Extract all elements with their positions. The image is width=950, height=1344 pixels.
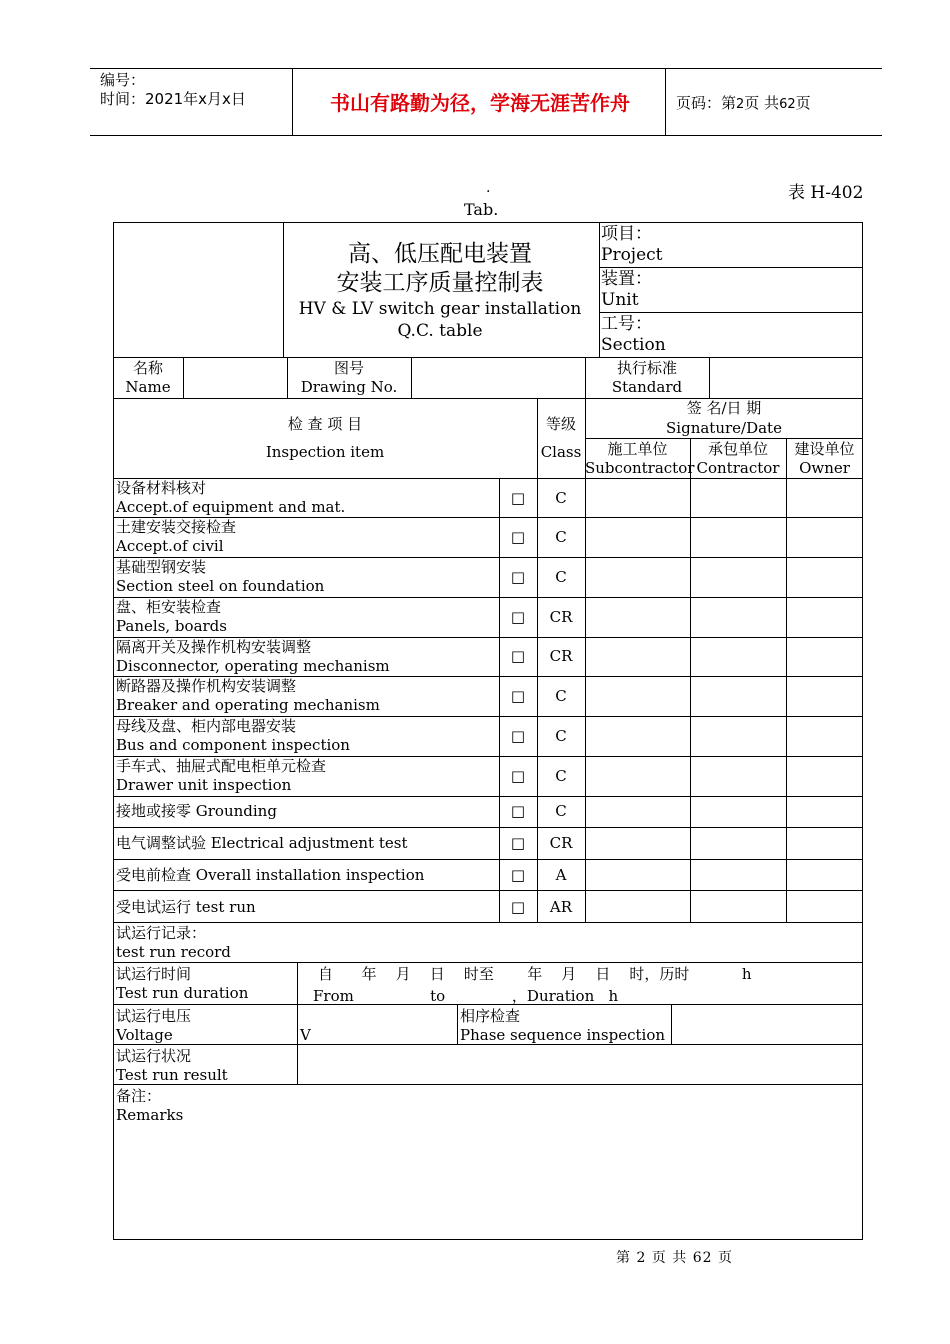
page-number: 页码：第2页 共62页	[676, 94, 811, 112]
class-value: C	[555, 727, 567, 745]
unit-label-cn: 装置：	[601, 269, 652, 289]
checkbox[interactable]: □	[510, 866, 526, 884]
signature-header-en: Signature/Date	[666, 419, 782, 437]
checkbox[interactable]: □	[510, 608, 526, 626]
item-name-en: Panels, boards	[116, 617, 227, 635]
tab-label: Tab.	[464, 200, 499, 219]
title-en-line1: HV & LV switch gear installation	[298, 299, 582, 319]
inspection-item-header-en: Inspection item	[265, 443, 385, 461]
class-header-en: Class	[540, 443, 582, 461]
section-label-en: Section	[601, 335, 666, 355]
checkbox[interactable]: □	[510, 802, 526, 820]
item-name-en: Accept.of civil	[116, 537, 224, 555]
item-name-cn: 设备材料核对	[116, 479, 207, 497]
test-duration-line2: From to ，Duration h	[313, 987, 619, 1005]
contractor-header-en: Contractor	[696, 459, 780, 477]
dot-mark: .	[486, 180, 491, 196]
item-name-cn: 母线及盘、柜内部电器安装	[116, 717, 297, 735]
item-name: 受电前检查 Overall installation inspection	[116, 866, 425, 884]
voltage-label-en: Voltage	[116, 1026, 173, 1044]
class-value: C	[555, 767, 567, 785]
item-name-cn: 盘、柜安装检查	[116, 598, 222, 616]
time-label: 时间：2021年x月x日	[100, 90, 246, 108]
class-value: C	[555, 802, 567, 820]
header-top-rule	[90, 68, 882, 69]
voltage-label-cn: 试运行电压	[116, 1007, 192, 1025]
class-value: CR	[549, 834, 573, 852]
title-cn-line2: 安装工序质量控制表	[336, 270, 544, 296]
test-record-label-en: test run record	[116, 943, 231, 961]
class-value: CR	[549, 608, 573, 626]
item-name-cn: 土建安装交接检查	[116, 518, 237, 536]
header-bottom-rule	[90, 135, 882, 136]
test-duration-line1: 自 年 月 日 时至 年 月 日 时，历时 h	[318, 965, 752, 983]
standard-label-cn: 执行标准	[616, 359, 677, 377]
item-name: 电气调整试验 Electrical adjustment test	[116, 834, 408, 852]
class-value: C	[555, 568, 567, 586]
item-name-cn: 手车式、抽屉式配电柜单元检查	[116, 757, 327, 775]
class-value: C	[555, 528, 567, 546]
qc-form	[113, 222, 864, 1241]
drawing-label-cn: 图号	[333, 359, 364, 377]
test-duration-label-cn: 试运行时间	[116, 965, 192, 983]
project-label-en: Project	[601, 245, 663, 265]
class-value: AR	[549, 898, 573, 916]
contractor-header-cn: 承包单位	[707, 440, 768, 458]
page-footer: 第 2 页 共 62 页	[616, 1250, 733, 1266]
checkbox[interactable]: □	[510, 687, 526, 705]
checkbox[interactable]: □	[510, 528, 526, 546]
checkbox[interactable]: □	[510, 568, 526, 586]
checkbox[interactable]: □	[510, 767, 526, 785]
checkbox[interactable]: □	[510, 489, 526, 507]
title-cn-line1: 高、低压配电装置	[348, 241, 532, 267]
name-label-en: Name	[125, 378, 171, 396]
remarks-label-cn: 备注：	[116, 1087, 162, 1105]
title-en-line2: Q.C. table	[397, 321, 483, 341]
phase-label-en: Phase sequence inspection	[460, 1026, 666, 1044]
signature-header-cn: 签 名/日 期	[686, 399, 762, 417]
owner-header-cn: 建设单位	[794, 440, 855, 458]
checkbox[interactable]: □	[510, 898, 526, 916]
test-record-label-cn: 试运行记录：	[116, 924, 207, 942]
item-name-cn: 隔离开关及操作机构安装调整	[116, 638, 312, 656]
class-value: CR	[549, 647, 573, 665]
test-duration-label-en: Test run duration	[116, 984, 249, 1002]
remarks-label-en: Remarks	[116, 1106, 184, 1124]
item-name-en: Accept.of equipment and mat.	[116, 498, 346, 516]
item-name-cn: 断路器及操作机构安装调整	[116, 677, 297, 695]
item-name-en: Section steel on foundation	[116, 577, 325, 595]
subcontractor-header-cn: 施工单位	[607, 440, 668, 458]
result-label-en: Test run result	[116, 1066, 228, 1084]
item-name-cn: 基础型钢安装	[116, 558, 207, 576]
section-label-cn: 工号：	[601, 314, 652, 334]
voltage-unit: V	[300, 1026, 311, 1044]
header-divider	[292, 68, 293, 136]
item-name-en: Drawer unit inspection	[116, 776, 292, 794]
item-name: 接地或接零 Grounding	[116, 802, 277, 820]
form-number: 表 H-402	[788, 183, 864, 203]
class-value: C	[555, 687, 567, 705]
owner-header-en: Owner	[799, 459, 850, 477]
result-label-cn: 试运行状况	[116, 1047, 192, 1065]
phase-label-cn: 相序检查	[460, 1007, 521, 1025]
item-name-en: Disconnector, operating mechanism	[116, 657, 390, 675]
name-label-cn: 名称	[132, 359, 163, 377]
standard-label-en: Standard	[611, 378, 683, 396]
item-name-en: Breaker and operating mechanism	[116, 696, 380, 714]
serial-label: 编号：	[100, 71, 146, 89]
class-value: A	[555, 866, 567, 884]
item-name-en: Bus and component inspection	[116, 736, 350, 754]
class-header-cn: 等级	[545, 415, 576, 433]
checkbox[interactable]: □	[510, 834, 526, 852]
checkbox[interactable]: □	[510, 727, 526, 745]
subcontractor-header-en: Subcontractor	[585, 459, 695, 477]
motto: 书山有路勤为径，学海无涯苦作舟	[330, 91, 630, 115]
item-name: 受电试运行 test run	[116, 898, 256, 916]
unit-label-en: Unit	[601, 290, 639, 310]
checkbox[interactable]: □	[510, 647, 526, 665]
class-value: C	[555, 489, 567, 507]
inspection-item-header-cn: 检 查 项 目	[287, 415, 363, 433]
drawing-label-en: Drawing No.	[300, 378, 398, 396]
project-label-cn: 项目：	[601, 224, 652, 244]
